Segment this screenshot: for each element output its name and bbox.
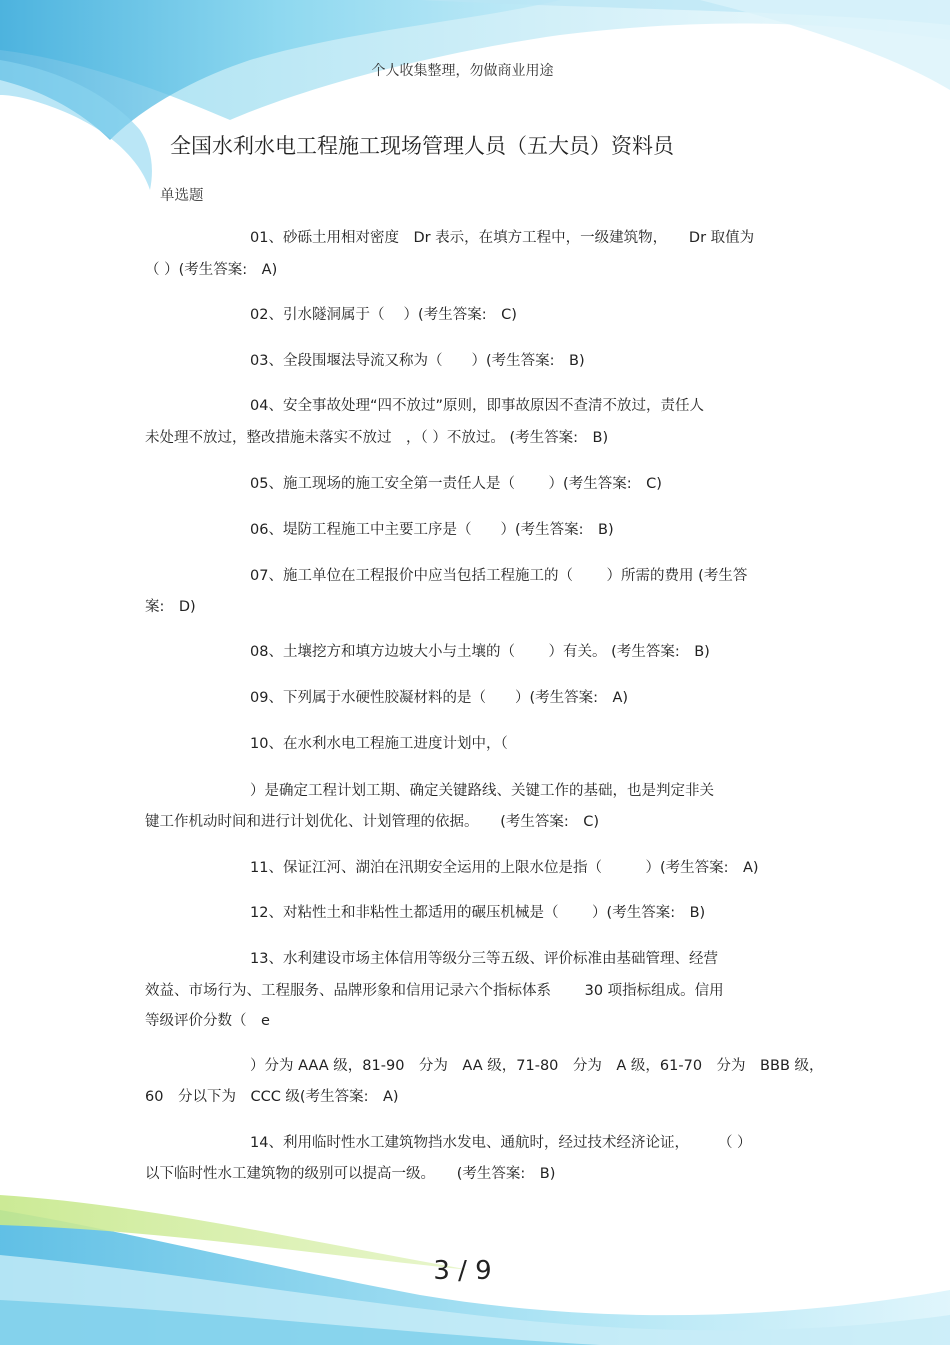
watermark-text: 个人收集整理，勿做商业用途 — [371, 63, 554, 79]
question-06-line-1: 06、堤防工程施工中主要工序是（ ）(考生答案: B) — [250, 522, 614, 538]
question-07-line-1: 07、施工单位在工程报价中应当包括工程施工的（ ）所需的费用 (考生答 — [250, 568, 748, 584]
question-09-line-1: 09、下列属于水硬性胶凝材料的是（ ）(考生答案: A) — [250, 690, 629, 706]
question-10-line-1: 10、在水利水电工程施工进度计划中，（ — [250, 736, 508, 752]
section-heading: 单选题 — [160, 188, 204, 204]
page-number: 3 / 9 — [433, 1256, 492, 1286]
question-10-line-3: 键工作机动时间和进行计划优化、计划管理的依据。 (考生答案: C) — [145, 814, 600, 830]
question-10-line-2: ）是确定工程计划工期、确定关键路线、关键工作的基础，也是判定非关 — [250, 783, 714, 799]
question-13-line-5: 60 分以下为 CCC 级(考生答案: A) — [145, 1089, 399, 1105]
question-02-line-1: 02、引水隧洞属于（ ）(考生答案: C) — [250, 307, 517, 323]
question-11-line-1: 11、保证江河、湖泊在汛期安全运用的上限水位是指（ ）(考生答案: A) — [250, 860, 759, 876]
question-04-line-2: 未处理不放过，整改措施未落实不放过 ，（ ）不放过。 (考生答案: B) — [145, 430, 609, 446]
document-title: 全国水利水电工程施工现场管理人员（五大员）资料员 — [170, 134, 674, 158]
question-08-line-1: 08、土壤挖方和填方边坡大小与土壤的（ ）有关。 (考生答案: B) — [250, 644, 710, 660]
question-05-line-1: 05、施工现场的施工安全第一责任人是（ ）(考生答案: C) — [250, 476, 662, 492]
question-14-line-2: 以下临时性水工建筑物的级别可以提高一级。 (考生答案: B) — [145, 1166, 556, 1182]
question-12-line-1: 12、对粘性土和非粘性土都适用的碾压机械是（ ）(考生答案: B) — [250, 905, 706, 921]
question-04-line-1: 04、安全事故处理“四不放过”原则，即事故原因不查清不放过，责任人 — [250, 398, 704, 414]
question-03-line-1: 03、全段围堰法导流又称为（ ）(考生答案: B) — [250, 353, 585, 369]
question-01-line-1: 01、砂砾土用相对密度 Dr 表示，在填方工程中，一级建筑物， Dr 取值为 — [250, 230, 755, 246]
question-13-line-4: ）分为 AAA 级，81-90 分为 AA 级，71-80 分为 A 级，61-70 分为 BBB 级， — [250, 1058, 824, 1074]
question-07-line-2: 案: D) — [145, 599, 196, 615]
question-13-line-2: 效益、市场行为、工程服务、品牌形象和信用记录六个指标体系 30 项指标组成。信用 — [145, 983, 724, 999]
question-01-line-2: （ ）(考生答案: A) — [145, 262, 278, 278]
question-13-line-1: 13、水利建设市场主体信用等级分三等五级、评价标准由基础管理、经营 — [250, 951, 718, 967]
question-14-line-1: 14、利用临时性水工建筑物挡水发电、通航时，经过技术经济论证， （ ） — [250, 1135, 752, 1151]
question-13-line-3: 等级评价分数（ e — [145, 1013, 270, 1029]
